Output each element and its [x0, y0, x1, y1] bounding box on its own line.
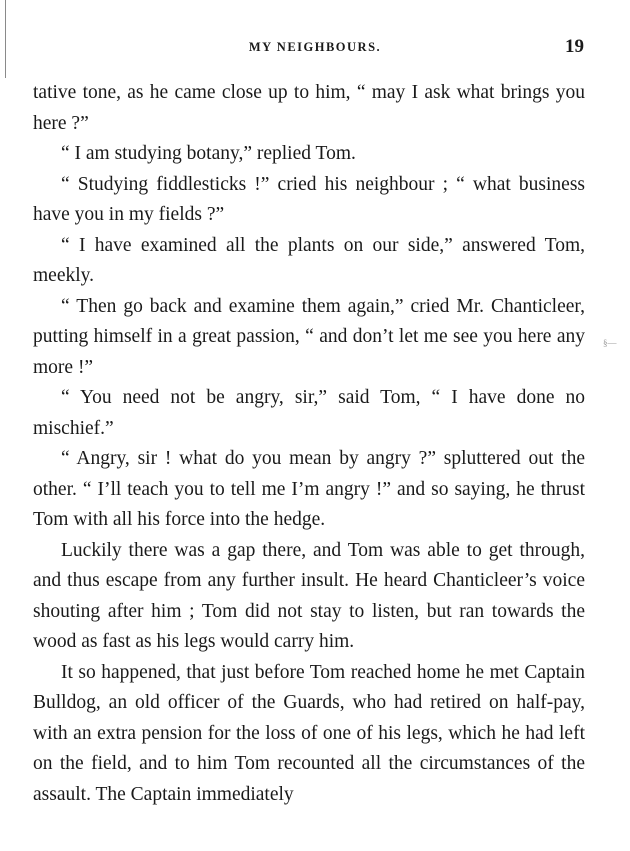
- paragraph-continuation: tative tone, as he came close up to him, “ may I ask what brings you here ?”: [33, 82, 585, 134]
- margin-mark: §—: [603, 338, 617, 348]
- paragraph: “ Studying fiddlesticks !” cried his neighbour ; “ what business have you in my fields ?”: [33, 173, 585, 225]
- paragraph: “ Then go back and examine them again,” cried Mr. Chanticleer, putting himself in a great passion, “ and don’t let me see you here any more !”: [33, 295, 585, 378]
- paragraph: It so happened, that just before Tom reached home he met Captain Bulldog, an old officer of the Guards, who had retired on half-pay, with an extra pension for the loss of one of his legs, which he had left on the field, and to him Tom recounted all the circumstances of the assault. The Captain immediately: [33, 661, 585, 805]
- paragraph: “ Angry, sir ! what do you mean by angry ?” spluttered out the other. “ I’ll teach you to tell me I’m angry !” and so saying, he thrust Tom with all his force into the hedge.: [33, 448, 585, 530]
- page-edge-line: [5, 0, 6, 78]
- running-head: [0, 36, 630, 60]
- paragraph: “ I have examined all the plants on our side,” answered Tom, meekly.: [33, 234, 585, 286]
- paragraph: “ You need not be angry, sir,” said Tom, “ I have done no mischief.”: [33, 387, 585, 439]
- paragraph: “ I am studying botany,” replied Tom.: [61, 143, 356, 164]
- running-title: MY NEIGHBOURS.: [248, 40, 382, 54]
- page-number: 19: [565, 36, 584, 57]
- body-text: [33, 78, 585, 810]
- paragraph: Luckily there was a gap there, and Tom was able to get through, and thus escape from any further insult. He heard Chanticleer’s voice shouting after him ; Tom did not stay to listen, but ran towards the wood as fast as his legs would carry him.: [33, 539, 585, 652]
